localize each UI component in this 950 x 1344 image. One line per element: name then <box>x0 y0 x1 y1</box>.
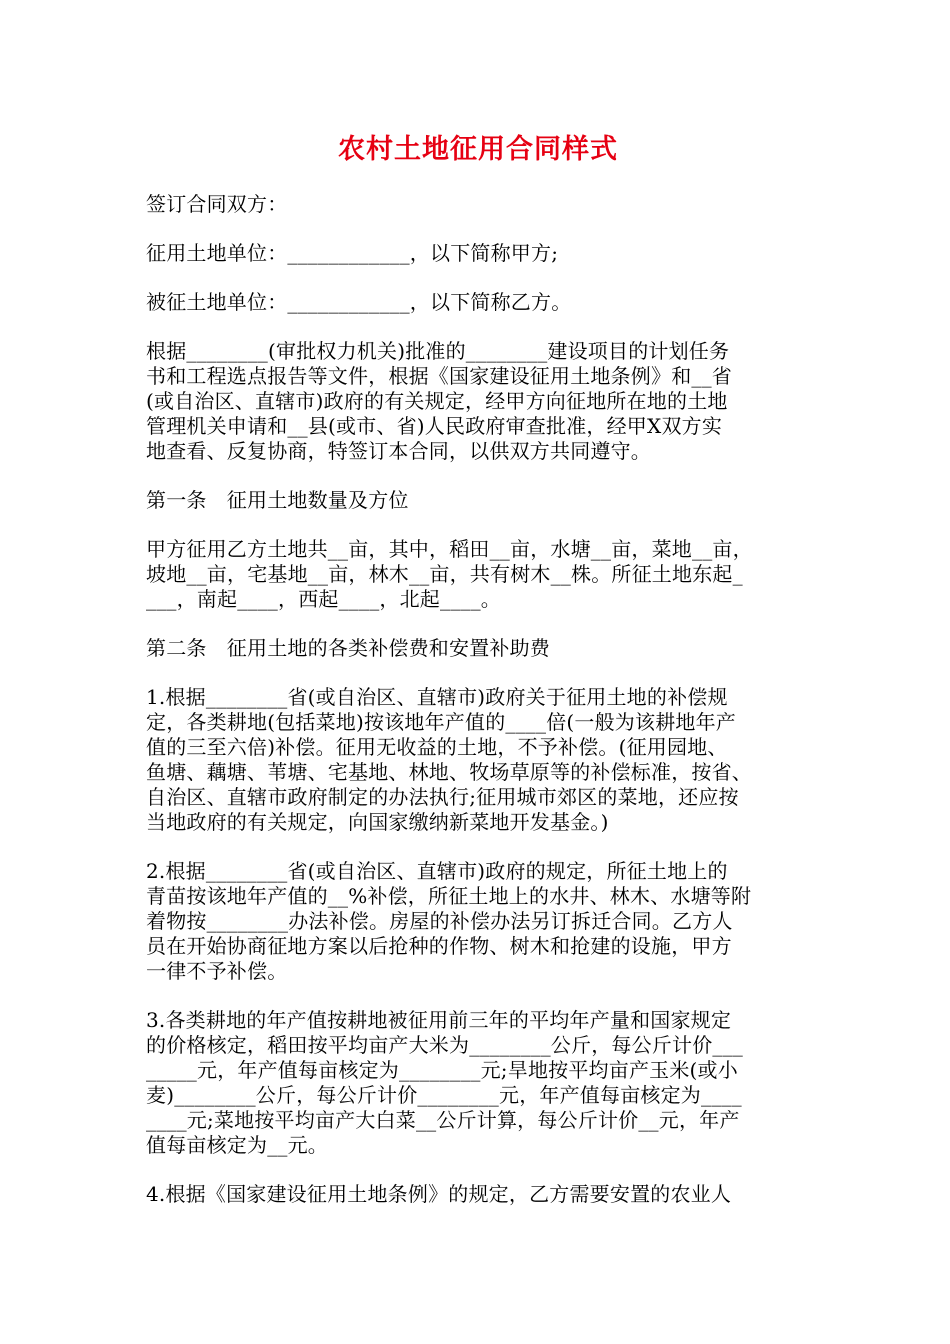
paragraph <box>146 192 810 217</box>
text-line: ___，南起____，西起____，北起____。 <box>146 587 501 611</box>
paragraph <box>146 685 810 835</box>
text-line: 第二条 征用土地的各类补偿费和安置补助费 <box>146 636 550 660</box>
text-line: 青苗按该地年产值的__%补偿，所征土地上的水井、林木、水塘等附 <box>146 884 752 908</box>
paragraph <box>146 636 810 661</box>
text-line: 员在开始协商征地方案以后抢种的作物、树木和抢建的设施，甲方 <box>146 934 732 958</box>
text-line: _____元，年产值每亩核定为________元;旱地按平均亩产玉米(或小 <box>146 1058 738 1082</box>
paragraph <box>146 241 810 266</box>
text-line: 坡地__亩，宅基地__亩，林木__亩，共有树木__株。所征土地东起_ <box>146 562 743 586</box>
text-line: 定，各类耕地(包括菜地)按该地年产值的____倍(一般为该耕地年产 <box>146 710 737 734</box>
document-body <box>146 192 810 1207</box>
text-line: 管理机关申请和__县(或市、省)人民政府审查批准，经甲X双方实 <box>146 414 723 438</box>
text-line: 一律不予补偿。 <box>146 959 288 983</box>
paragraph <box>146 859 810 984</box>
text-line: 当地政府的有关规定，向国家缴纳新菜地开发基金。) <box>146 810 609 834</box>
text-line: 根据________(审批权力机关)批准的________建设项目的计划任务 <box>146 339 730 363</box>
text-line: 3.各类耕地的年产值按耕地被征用前三年的平均年产量和国家规定 <box>146 1008 732 1032</box>
text-line: 自治区、直辖市政府制定的办法执行;征用城市郊区的菜地，还应按 <box>146 785 739 809</box>
paragraph <box>146 290 810 315</box>
document-title: 农村土地征用合同样式 <box>338 134 618 165</box>
text-line: 值每亩核定为__元。 <box>146 1133 328 1157</box>
text-line: 征用土地单位：____________，以下简称甲方; <box>146 241 559 265</box>
text-line: 4.根据《国家建设征用土地条例》的规定，乙方需要安置的农业人 <box>146 1182 732 1206</box>
text-line: 1.根据________省(或自治区、直辖市)政府关于征用土地的补偿规 <box>146 685 728 709</box>
text-line: 的价格核定，稻田按平均亩产大米为________公斤，每公斤计价___ <box>146 1033 743 1057</box>
paragraph <box>146 1182 810 1207</box>
text-line: 第一条 征用土地数量及方位 <box>146 488 409 512</box>
text-line: 签订合同双方： <box>146 192 288 216</box>
text-line: 着物按________办法补偿。房屋的补偿办法另订拆迁合同。乙方人 <box>146 909 733 933</box>
text-line: (或自治区、直辖市)政府的有关规定，经甲方向征地所在地的土地 <box>146 389 728 413</box>
text-line: 甲方征用乙方土地共__亩，其中，稻田__亩，水塘__亩，菜地__亩， <box>146 537 753 561</box>
text-line: 书和工程选点报告等文件，根据《国家建设征用土地条例》和__省 <box>146 364 732 388</box>
text-line: 麦)________公斤，每公斤计价________元，年产值每亩核定为____ <box>146 1083 742 1107</box>
paragraph <box>146 1008 810 1158</box>
text-line: 地查看、反复协商，特签订本合同，以供双方共同遵守。 <box>146 439 651 463</box>
text-line: ____元;菜地按平均亩产大白菜__公斤计算，每公斤计价__元，年产 <box>146 1108 740 1132</box>
paragraph <box>146 488 810 513</box>
text-line: 2.根据________省(或自治区、直辖市)政府的规定，所征土地上的 <box>146 859 728 883</box>
text-line: 值的三至六倍)补偿。征用无收益的土地，不予补偿。(征用园地、 <box>146 735 728 759</box>
paragraph <box>146 537 810 612</box>
document-page <box>146 128 810 1231</box>
text-line: 被征土地单位：____________，以下简称乙方。 <box>146 290 572 314</box>
paragraph <box>146 339 810 464</box>
text-line: 鱼塘、藕塘、苇塘、宅基地、林地、牧场草原等的补偿标准，按省、 <box>146 760 752 784</box>
